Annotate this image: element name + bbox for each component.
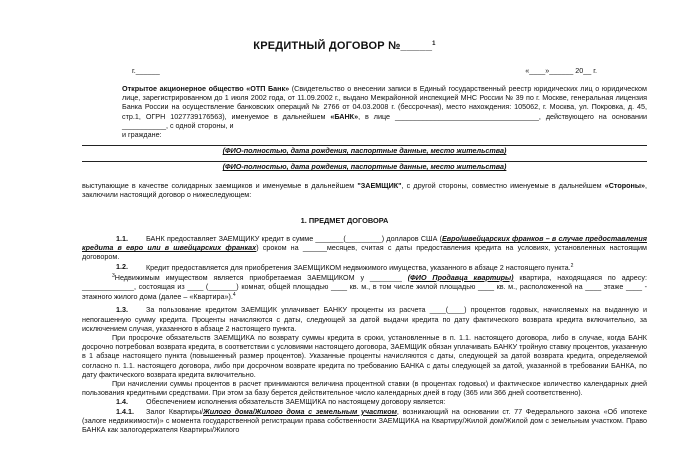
borrower-line-2 [82, 155, 647, 162]
clause-1-2 [82, 262, 647, 302]
parties-text-a: выступающие в качестве солидарных заемщиков и именуемые в дальнейшем [82, 180, 358, 190]
borrower-line-1 [82, 139, 647, 146]
clause-text: При начислении суммы процентов в расчет принимаются величина процентной ставки (в процентах годовых) и фактическое количество календарных дней пользования кредитными средствами. При этом за базу берется действительное число календарных дней в году (365 или 366 дней соответственно). [82, 379, 647, 398]
parties-paragraph [82, 181, 647, 199]
clause-text: квартира, находящаяся по адресу: _____________, состоящая из ____ (_______) комнат, общей площадью ____ кв. м., в том числе жилой площадью ____ кв. м., расположенной на ____ этаже ____ - этажного жилого дома (далее – «Квартира»). [82, 272, 647, 302]
clause-number: 1.1. [116, 234, 128, 243]
footnote-mark: 2 [570, 262, 574, 269]
clause-number: 1.3. [116, 305, 128, 315]
bank-term: «БАНК» [330, 111, 359, 121]
clause-text: Залог Квартиры/ [146, 406, 204, 416]
preamble [82, 84, 647, 199]
citizens-label: и граждане: [122, 130, 162, 140]
footnote-mark: 3 [112, 272, 115, 279]
clause-text: При просрочке обязательств ЗАЕМЩИКА по возврату суммы кредита в сроки, установленные в п. 1.1. настоящего договора, либо в случае, когда БАНК досрочно потребовал возврата кредита, в соответствии с условиями настоящего договора, ЗАЕМЩИК обязан уплачивать БАНКУ тройную ставку процентов, указанную в 1 абзаце настоящего пункта (повышенный размер процентов). Указанные проценты начисляются с даты, следующей за датой возврата кредита, определяемой согласно п. 1.1. настоящего договора, либо при досрочном возврате кредита по требованию БАНКА с даты следующей за датой, указанной в требовании БАНКА, по дату фактического возврата кредита включительно. [82, 333, 647, 379]
borrower-term: "ЗАЕМЩИК" [357, 180, 402, 190]
parties-text-b: , с другой стороны, совместно именуемые в дальнейшем [401, 180, 605, 190]
clause-text: За пользование кредитом ЗАЕМЩИК уплачивает БАНКУ проценты из расчета ____(____) процентов годовых, начисляемых на выданную и непогашенную сумму кредита. Проценты начисляются с даты, следующей за датой выдачи кредита по дату фактического возврата кредита включительно, за исключением случая, указанного в абзаце 2 настоящего пункта. [82, 305, 647, 333]
bank-representative: , в лице ____________________________________, действующего на основании ___________, с одной стороны, и [122, 111, 647, 130]
footnote-mark: 4 [232, 292, 236, 299]
section-1-body [82, 234, 647, 434]
date-field: «____»______ 20__ г. [525, 66, 597, 75]
document-title [0, 38, 689, 53]
clause-number: 1.2. [116, 261, 128, 271]
clause-text: Кредит предоставляется для приобретения ЗАЕМЩИКОМ недвижимого имущества, указанного в абзаце 2 настоящего пункта. [146, 262, 571, 272]
city-field: г.______ [132, 66, 160, 75]
clause-1-4 [82, 397, 647, 406]
seller-name-note: (ФИО Продавца квартиры) [407, 272, 514, 282]
title-footnote: 1 [432, 41, 436, 47]
borrower-caption-1: (ФИО-полностью, дата рождения, паспортные данные, место жительства) [222, 146, 507, 156]
parties-term: «Стороны» [604, 180, 645, 190]
title-text: КРЕДИТНЫЙ ДОГОВОР №_____ [253, 40, 433, 52]
clause-number: 1.4. [116, 397, 128, 407]
currency-note: Евро/швейцарских франков – в случае предоставления кредита в евро или в швейцарских франках [82, 234, 647, 253]
bank-name: Открытое акционерное общество «ОТП Банк» [122, 84, 290, 93]
clause-text: ) сроком на ______месяцев, считая с даты предоставления кредита на условиях, установленных настоящим договором. [82, 243, 647, 262]
borrower-caption-2: (ФИО-полностью, дата рождения, паспортные данные, место жительства) [222, 162, 507, 172]
preamble-paragraph [82, 84, 647, 130]
clause-text: Недвижимым имуществом является приобретаемая ЗАЕМЩИКОМ у ________ [114, 272, 408, 282]
section-title: 1. ПРЕДМЕТ ДОГОВОРА [300, 216, 389, 225]
clause-text: БАНК предоставляет ЗАЕМЩИКУ кредит в сумме _______(_________) долларов США ( [146, 234, 442, 243]
parties-text-c: , заключили настоящий договор о нижеследующем: [82, 180, 647, 199]
clause-1-3 [82, 305, 647, 397]
collateral-note: Жилого дома/Жилого дома с земельным участком [203, 406, 397, 416]
clause-1-4-1 [82, 407, 647, 435]
bank-details: (Свидетельство о внесении записи в Единый государственный реестр юридических лиц о юридическом лице, зарегистрированном до 1 июля 2002 года, от 11.09.2002 г., выдано Межрайонной инспекцией МНС России № 39 по г. Москве, генеральная лицензия Банка России на осуществление банковских операций № 2766 от 04.03.2008 г. (бессрочная), место нахождения: 105062, г. Москва, ул. Покровка, д. 45, стр.1, ОГРН 1027739176563), именуемое в дальнейшем [122, 84, 647, 121]
clause-number: 1.4.1. [116, 406, 134, 416]
clause-1-1 [82, 234, 647, 262]
clause-text: , возникающий на основании ст. 77 Федерального закона «Об ипотеке (залоге недвижимости)» с момента государственной регистрации права собственности ЗАЕМЩИКА на Квартиру/Жилой дом/Жилой дом с земельным участком. Право БАНКА как залогодержателя Квартиры/Жилого [82, 406, 647, 435]
date-line [82, 66, 597, 76]
clause-text: Обеспечением исполнения обязательств ЗАЕМЩИКА по настоящему договору является: [146, 397, 446, 407]
